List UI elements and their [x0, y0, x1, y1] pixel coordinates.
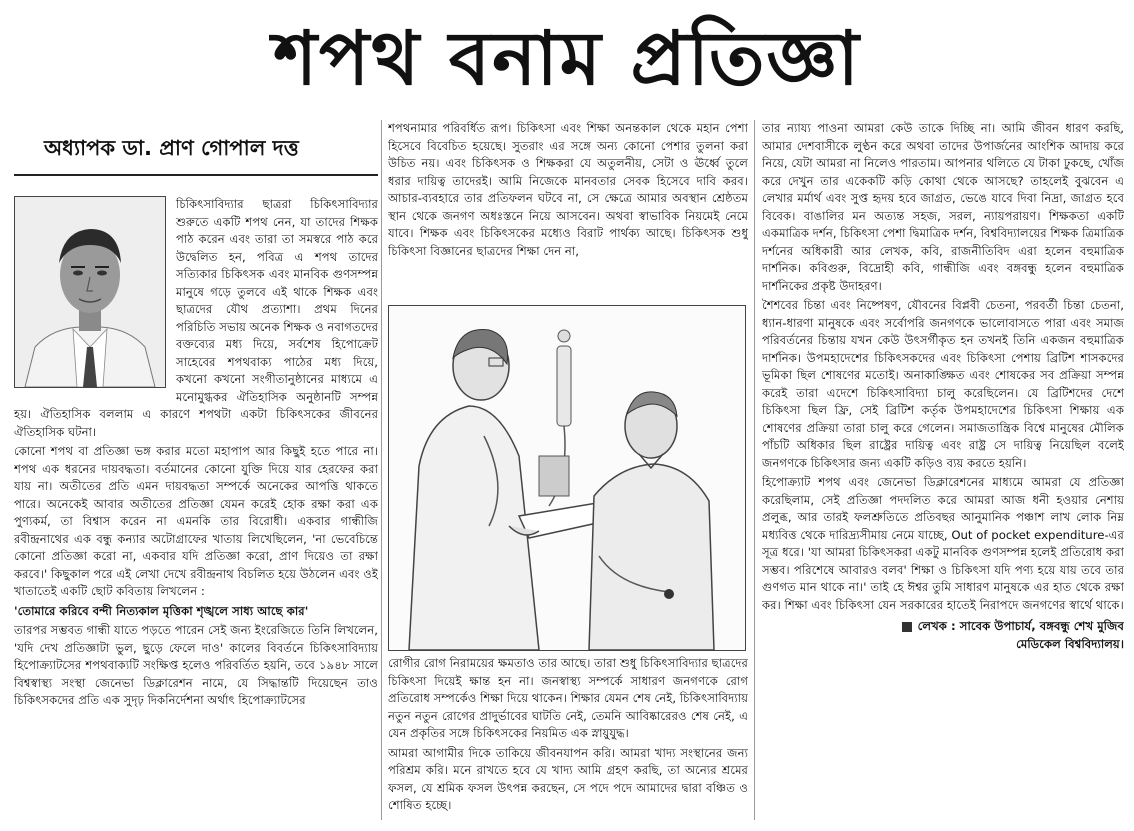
- signature-line-1: লেখক : সাবেক উপাচার্য, বঙ্গবন্ধু শেখ মুজিব: [917, 619, 1124, 633]
- paragraph: শৈশবের চিন্তা এবং নিষ্পেষণ, যৌবনের বিপ্লবী চেতনা, পরবর্তী চিন্তা চেতনা, ধ্যান-ধারণা মানুষকে এবং সর্বোপরি জনগণকে ভালোবাসতে পারা এবং সমাজ পরিবর্তনের চিন্তায় যখন কেউ উৎসর্গীকৃত হন তখনই তিনি একজন বহুমাত্রিক দার্শনিক। উপমহাদেশের চিকিৎসকদের এবং চিকিৎসা পেশায় ব্রিটিশ শাসকদের ভূমিকা ছিল শোষণের মতোই। অনাকাঙ্ক্ষিত এবং শোষকের সব প্রক্রিয়া সম্পন্ন করেই তারা এদেশে চিকিৎসাবিদ্যা চালু করেছিলেন। যে ব্রিটিশদের দেশে চিকিৎসা ছিল ফ্রি, সেই ব্রিটিশ কর্তৃক উপমহাদেশের চিকিৎসা শিক্ষায় এক শোষণের প্রক্রিয়া তারা চালু করে গেলেন। সমাজতান্ত্রিক বিশ্বে মানুষের মৌলিক পাঁচটি অধিকার ছিল রাষ্ট্রের দায়িত্ব এবং রাষ্ট্র সে দায়িত্ব নিয়েছিল বলেই জনগণকে চিকিৎসার জন্য একটি কড়িও ব্যয় করতে হয়নি।: [762, 298, 1124, 470]
- poem-quote: 'তোমারে করিবে বন্দী নিত্যকাল মৃত্তিকা শৃঙ্খলে সাধ্য আছে কার': [14, 603, 309, 618]
- doctor-patient-illustration: [388, 305, 746, 651]
- paragraph: চিকিৎসাবিদ্যার ছাত্ররা চিকিৎসাবিদ্যার শুরুতে একটি শপথ নেন, যা তাদের শিক্ষক পাঠ করেন এবং তারা তা সমস্বরে পাঠ করে উদ্বেলিত হন, পবিত্র এ শপথ তাদের সত্যিকার চিকিৎসক এবং মানবিক গুণসম্পন্ন মানুষে গড়ে তুলবে এই থাকে শিক্ষক এবং ছাত্রদের যৌথ প্রত্যাশা। প্রথম দিনের পরিচিতি সভায় অনেক শিক্ষক ও নবাগতদের বক্তব্যের মধ্য দিয়ে, সর্বশেষ হিপোক্রেট সাহেবের শপথবাক্য পাঠের মধ্য দিয়ে, কখনো কখনো সংগীতানুষ্ঠানের মাধ্যমে এ মনোমুগ্ধকর ঐতিহাসিক অনুষ্ঠানটি সম্পন্ন হয়। ঐতিহাসিক বললাম এ কারণে শপথটা একটা চিকিৎসকের জীবনের ঐতিহাসিক ঘটনা।: [14, 197, 378, 439]
- paragraph: হিপোক্র্যাট শপথ এবং জেনেভা ডিক্লারেশনের মাধ্যমে আমরা যে প্রতিজ্ঞা করেছিলাম, সেই প্রতিজ্ঞা পদদলিত করে আমরা আজ ধনী হওয়ার নেশায় প্রলুব্ধ, আর তারই ফলশ্রুতিতে প্রতিবছর আনুমানিক পঞ্চাশ লাখ লোক নিম্ন মধ্যবিত্ত থেকে দারিদ্র্যসীমায় নেমে যাচ্ছে, Out of pocket expenditure-এর সূত্র ধরে। 'যা আমরা চিকিৎসকরা একটু মানবিক গুণসম্পন্ন হলেই প্রতিরোধ করা সম্ভব। পরিশেষে আবারও বলব' শিক্ষা ও চিকিৎসা যদি পণ্য হয়ে যায় তবে তার গুণগত মান থাকে না।' তাই হে ঈশ্বর তুমি সাধারণ মানুষকে এর হাত থেকে রক্ষা কর। শিক্ষা এবং চিকিৎসা যেন সরকারের হাতেই নিরাপদে জনগণের স্বার্থে থাকে।: [762, 475, 1124, 612]
- paragraph: তারপর সম্ভবত গান্ধী যাতে পড়তে পারেন সেই জন্য ইংরেজিতে তিনি লিখলেন, 'যদি দেখ প্রতিজ্ঞাটা ভুল, ছুড়ে ফেলে দাও' কালের বিবর্তনে চিকিৎসাবিদ্যায় হিপোক্র্যাটসের শপথবাক্যটি সংক্ষিপ্ত হলেও পরিবর্তিত হয়নি, তবে ১৯৪৮ সালে বিশ্বস্বাস্থ্য সংস্থা জেনেভা ডিক্লারেশন নামে, যে সিদ্ধান্তটি দিয়েছেন তাও চিকিৎসকদের প্রতি এক সুদৃঢ় দিকনির্দেশনা অর্থাৎ হিপোক্র্যাটসের: [14, 623, 378, 707]
- article-column-2-bottom: [388, 655, 748, 825]
- article-column-2-top: [388, 120, 748, 296]
- author-signature: [762, 618, 1124, 653]
- column-divider-2: [754, 120, 755, 820]
- paragraph: আমরা আগামীর দিকে তাকিয়ে জীবনযাপন করি। আমরা খাদ্য সংস্থানের জন্য পরিশ্রম করি। মনে রাখতে হবে যে খাদ্য আমি গ্রহণ করছি, তা অন্যের শ্রমের ফসল, যে শ্রমিক ফসল উৎপন্ন করছেন, সে পদে পদে আমাদের দ্বারা বঞ্চিত ও শোষিত হচ্ছে।: [388, 745, 748, 812]
- paragraph: শপথনামার পরিবর্ধিত রূপ। চিকিৎসা এবং শিক্ষা অনন্তকাল থেকে মহান পেশা হিসেবে বিবেচিত হয়েছে। সুতরাং এর সঙ্গে অন্য কোনো পেশার তুলনা করা উচিত নয়। এবং চিকিৎসক ও শিক্ষকরা যে অতুলনীয়, সেটা ও ঊর্ধ্বে তুলে ধরার দায়িত্ব তাদেরই। আমি নিজেকে মানবতার সেবক হিসেবে দাবি করব। আচার-ব্যবহারে তার প্রতিফলন ঘটবে না, সে ক্ষেত্রে আমার অবস্থান শ্রেষ্ঠতম স্থান থেকে জনগণ অধঃস্তনে নিয়ে আসবেন। অথবা স্বাভাবিক নিয়মেই নেমে যাবে। শিক্ষক এবং চিকিৎসকের মধ্যেও বিরাট পার্থক্য আছে। চিকিৎসক শুধু চিকিৎসা বিজ্ঞানের ছাত্রদের শিক্ষা দেন না,: [388, 121, 748, 258]
- paragraph: কোনো শপথ বা প্রতিজ্ঞা ভঙ্গ করার মতো মহাপাপ আর কিছুই হতে পারে না। শপথ এক ধরনের দায়বদ্ধতা। বর্তমানের কোনো যুক্তি দিয়ে যার হেরফের করা যায় না। অতীতের প্রতি এমন দায়বদ্ধতা সম্পর্কে অনেকের আপত্তি থাকতে পারে। অনেকেই আবার অতীতের প্রতিজ্ঞা যেমন করেই হোক রক্ষা করা এক পুণ্যকর্ম, তা বিশ্বাস করেন না এমনকি তার বিরোধী। একবার গান্ধীজি রবীন্দ্রনাথের এক বন্ধু কন্যার অটোগ্রাফের খাতায় লিখেছিলেন, 'না ভেবেচিন্তে কোনো প্রতিজ্ঞা করো না, একবার যদি প্রতিজ্ঞা করো, প্রাণ দিয়েও তা রক্ষা করবে।' কিছুকাল পরে এই লেখা দেখে রবীন্দ্রনাথ বিচলিত হয়ে উঠলেন এবং ওই খাতাতেই একটি ছোট কবিতায় লিখলেন :: [14, 444, 378, 598]
- signature-line-2: মেডিকেল বিশ্ববিদ্যালয়।: [1016, 636, 1124, 651]
- byline-rule: [14, 174, 378, 176]
- column-divider-1: [381, 120, 382, 820]
- article-column-3: [762, 120, 1124, 820]
- square-bullet-icon: [902, 622, 912, 632]
- paragraph: রোগীর রোগ নিরাময়ের ক্ষমতাও তার আছে। তারা শুধু চিকিৎসাবিদ্যার ছাত্রদের চিকিৎসা দিয়েই ক্ষান্ত হন না। জনস্বাস্থ্য সম্পর্কে সাধারণ জনগণকে রোগ প্রতিরোধ সম্পর্কেও শিক্ষা দিয়ে থাকেন। শিক্ষার যেমন শেষ নেই, চিকিৎসাবিদ্যায় নতুন নতুন রোগের প্রাদুর্ভাবের ঘাটতি নেই, তেমনি আবিষ্কারেরও শেষ নেই, এ যেন প্রকৃতির সঙ্গে চিকিৎসকের নিয়মিত এক স্নায়ুযুদ্ধ।: [388, 656, 748, 740]
- headline: শপথ বনাম প্রতিজ্ঞা: [273, 16, 861, 102]
- article-column-1: [14, 196, 378, 816]
- paragraph: তার ন্যায্য পাওনা আমরা কেউ তাকে দিচ্ছি না। আমি জীবন ধারণ করছি, আমার দেশবাসীকে লুণ্ঠন করে অথবা তাদের উপার্জনের আংশিক আদায় করে নিয়ে, যেটা আমরা না নিলেও পারতাম। আপনার থলিতে যে টাকা ঢুকছে, খোঁজ করে দেখুন তার একেকটি কড়ি কোথা থেকে আসছে? তাহলেই বুঝবেন এ লেখার মর্মার্থ এবং সুপ্ত হৃদয় হবে জাগ্রত, ভেঙে যাবে দিবা নিদ্রা, জাগ্রত হবে বিবেক। বাঙালির মন অত্যন্ত সহজ, সরল, ন্যায়পরায়ণ। শিক্ষকতা একটি একমাত্রিক দর্শন, চিকিৎসা পেশা দ্বিমাত্রিক দর্শন, বিশ্ববিদ্যালয়ের শিক্ষক ত্রিমাত্রিক দর্শনের অধিকারী আর লেখক, কবি, রাজনীতিবিদ এরা হলেন বহুমাত্রিক দার্শনিক। কবিগুরু, বিদ্রোহী কবি, গান্ধীজি এবং বঙ্গবন্ধু হলেন বহুমাত্রিক দার্শনিকের প্রকৃষ্ট উদাহরণ।: [762, 121, 1124, 293]
- author-photo: [14, 196, 166, 388]
- byline: অধ্যাপক ডা. প্রাণ গোপাল দত্ত: [44, 136, 299, 160]
